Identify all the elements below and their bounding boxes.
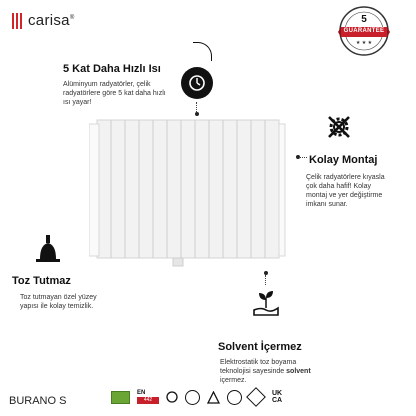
solvent-pointer-line: [265, 275, 267, 285]
install-title: Kolay Montaj: [309, 154, 378, 166]
seal-stars: ★ ★ ★: [355, 40, 373, 46]
fast-heat-icon: [181, 67, 213, 99]
gost-badge-icon: [207, 391, 220, 404]
solvent-title: Solvent İçermez: [218, 341, 302, 353]
install-text: Çelik radyatörlere kıyasla çok daha hafif! Kolay montaj ve yer değiştirme imkanı sunar.: [306, 174, 385, 208]
tse-badge-icon: [185, 390, 200, 405]
certification-badges: [111, 389, 284, 405]
seal-years: 5: [361, 14, 367, 25]
vacuum-lamp-icon: [34, 233, 62, 269]
solvent-text: Elektrostatik toz boyama teknolojisi sayesinde solvent içermez.: [220, 359, 311, 384]
ukca-mark: UK CA: [271, 390, 283, 404]
recycle-icon: [246, 387, 266, 407]
tools-gear-icon: [325, 113, 353, 141]
en-442-badge: [137, 390, 159, 404]
ce-mark-icon: [166, 391, 178, 403]
green-certificate-icon: [111, 391, 130, 404]
en-number: 442: [137, 397, 159, 404]
speed-pointer-dot: [195, 112, 199, 116]
product-name: BURANO S: [9, 395, 67, 407]
plant-hand-icon: [251, 288, 281, 318]
install-pointer-line: [299, 157, 307, 159]
brand-logo: [12, 12, 75, 29]
guarantee-seal-icon: [338, 5, 390, 57]
dust-title: Toz Tutmaz: [12, 275, 71, 287]
tse-mark-icon: [227, 390, 242, 405]
speed-text: Alüminyum radyatörler, çelik radyatörlere göre 5 kat daha hızlı ısı yayar!: [63, 81, 166, 106]
radiator-image: [89, 118, 287, 268]
dust-text: Toz tutmayan özel yüzey yapısı ile kolay temizlik.: [20, 294, 97, 310]
registered-mark: ®: [69, 15, 75, 21]
speed-pointer-line: [196, 102, 198, 112]
en-label: EN: [137, 390, 146, 396]
seal-ribbon-text: GUARANTEE: [343, 28, 385, 34]
speed-arrow-icon: [193, 42, 212, 61]
speed-title: 5 Kat Daha Hızlı Isı: [63, 63, 161, 75]
brand-bars-icon: [12, 13, 22, 29]
brand-name: carisa: [28, 12, 70, 29]
